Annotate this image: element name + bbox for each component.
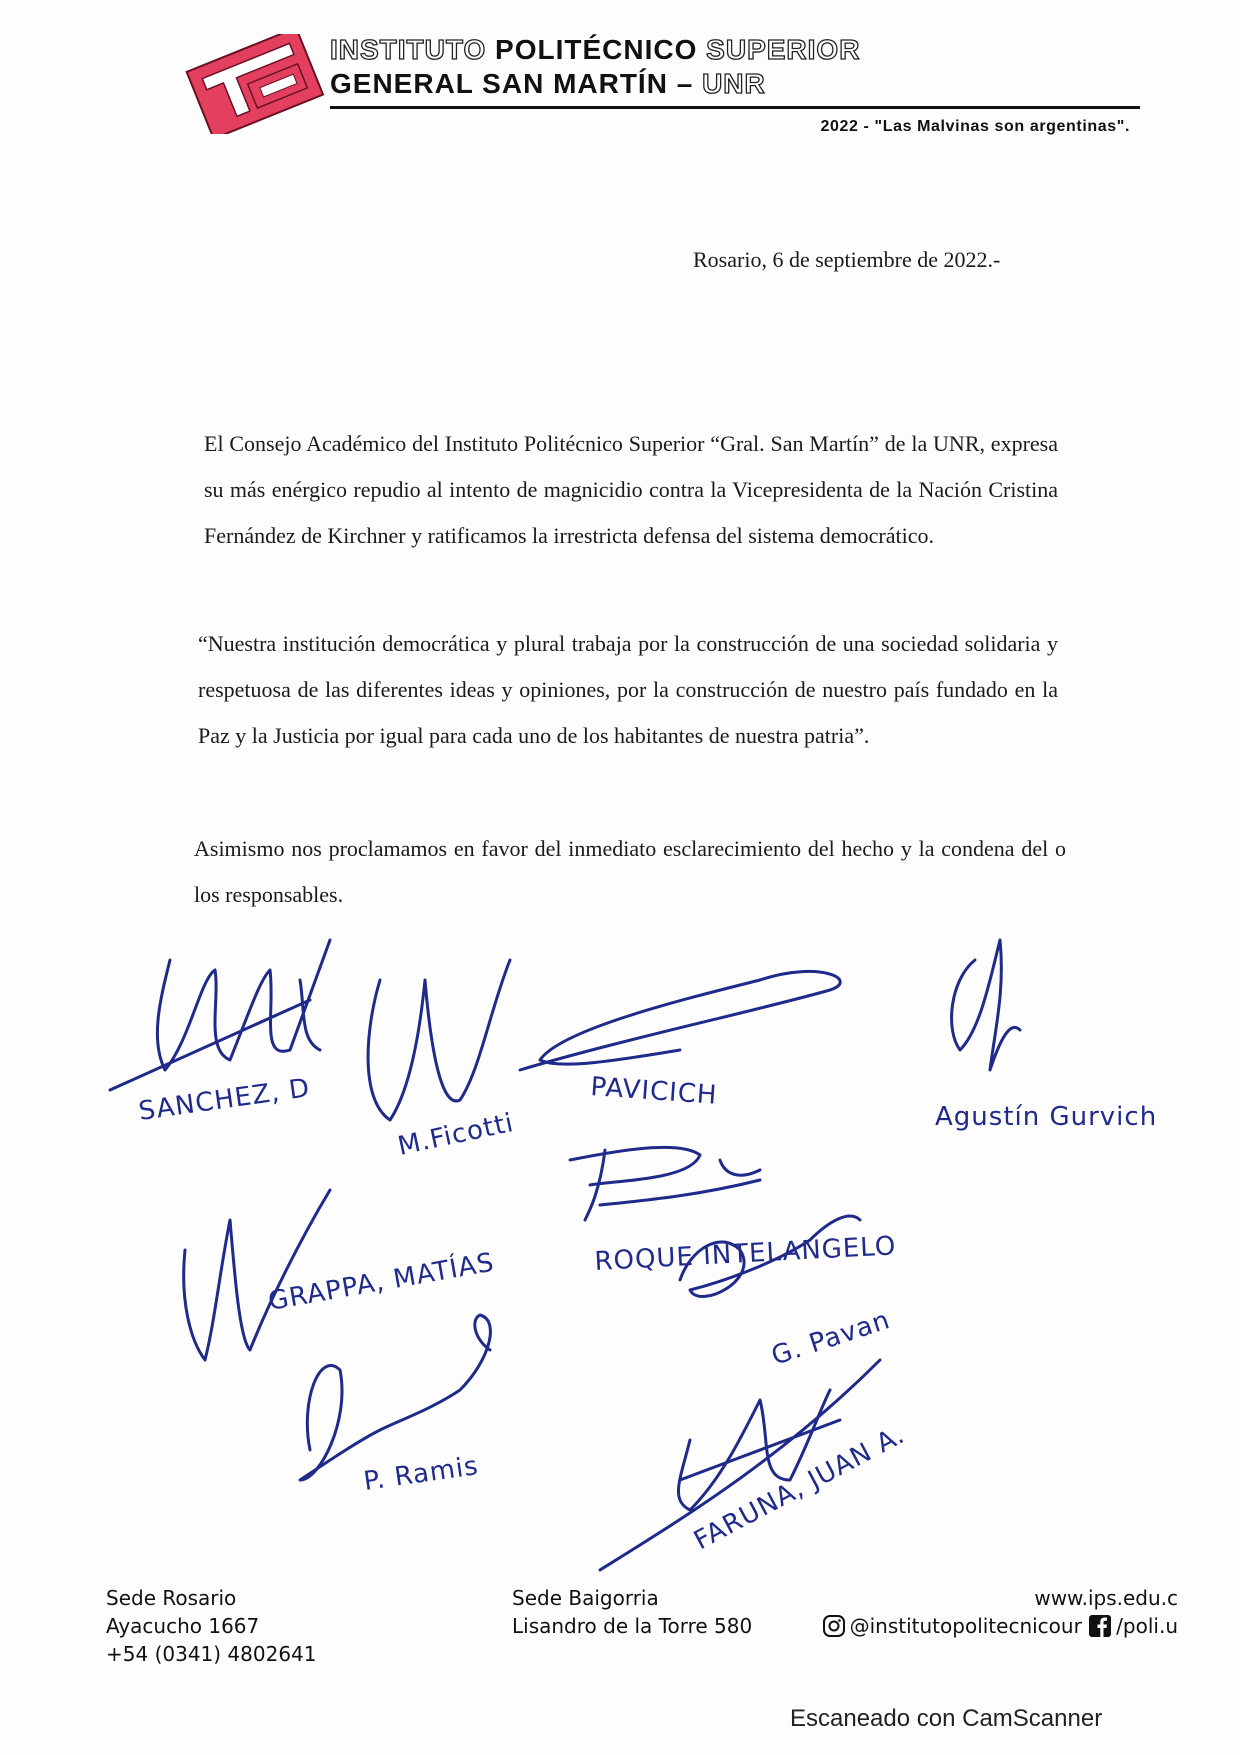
header-divider — [330, 106, 1140, 109]
footer-sede-rosario — [106, 1584, 317, 1668]
institute-word-politecnico: POLITÉCNICO — [495, 34, 698, 65]
instagram-icon — [822, 1614, 846, 1638]
signature-sanchez: SANCHEZ, D — [136, 1073, 313, 1127]
signature-scribble-sanchez — [110, 940, 330, 1090]
signature-scribble-grappa — [184, 1190, 330, 1360]
signature-ficotti: M.Ficotti — [395, 1108, 517, 1162]
signature-scribble-intelangelo — [570, 1147, 760, 1220]
signature-intelangelo: ROQUE INTELANGELO — [593, 1231, 898, 1277]
signature-pavicich: PAVICICH — [589, 1072, 719, 1111]
letter-date: Rosario, 6 de septiembre de 2022.- — [693, 247, 1001, 272]
signature-scribble-pavicich — [520, 971, 840, 1070]
website-link[interactable]: www.ips.edu.c — [1034, 1586, 1178, 1610]
signature-scribble-gurvich — [952, 940, 1020, 1070]
signature-names — [137, 1072, 1157, 1556]
facebook-handle: /poli.u — [1116, 1614, 1178, 1638]
instagram-handle: @institutopolitecnicour — [849, 1614, 1082, 1638]
signature-faruna: FARUNA, JUAN A. — [689, 1419, 910, 1557]
institute-name-line1 — [330, 34, 860, 66]
paragraph-esclarecimiento: Asimismo nos proclamamos en favor del inmediato esclarecimiento del hecho y la condena del o los responsables. — [194, 836, 1066, 907]
signature-grappa: GRAPPA, MATÍAS — [266, 1247, 497, 1317]
paragraph-quote: “Nuestra institución democrática y plural trabaja por la construcción de una sociedad solidaria y respetuosa de las diferentes ideas y opiniones, por la construcción de nuestro país fundado en la Paz y la Justicia por igual para cada uno de los habitantes de nuestra patria”. — [198, 631, 1058, 748]
institute-general-san-martin: GENERAL SAN MARTÍN – — [330, 68, 694, 99]
institute-word-superior: SUPERIOR — [706, 34, 861, 65]
signatures-area — [0, 920, 1240, 1600]
institute-logo — [178, 34, 328, 134]
signature-scribble-ficotti — [368, 960, 510, 1120]
camscanner-watermark: Escaneado con CamScanner — [790, 1705, 1103, 1732]
institute-unr: UNR — [702, 68, 766, 99]
footer-contact — [822, 1584, 1178, 1645]
institute-word-instituto: INSTITUTO — [330, 34, 487, 65]
sede-rosario-title: Sede Rosario — [106, 1586, 237, 1610]
footer-sede-baigorria — [512, 1584, 752, 1640]
signature-ramis: P. Ramis — [361, 1451, 481, 1497]
sede-rosario-phone: +54 (0341) 4802641 — [106, 1642, 317, 1666]
header-slogan: 2022 - "Las Malvinas son argentinas". — [820, 118, 1130, 135]
sede-rosario-address: Ayacucho 1667 — [106, 1614, 260, 1638]
instagram-link[interactable] — [822, 1612, 1082, 1640]
facebook-icon — [1088, 1614, 1112, 1638]
paragraph-repudio: El Consejo Académico del Instituto Politécnico Superior “Gral. San Martín” de la UNR, expresa su más enérgico repudio al intento de magnicidio contra la Vicepresidenta de la Nación Cristina Fernández de Kirchner y ratificamos la irrestricta defensa del sistema democrático. — [204, 431, 1058, 548]
institute-name-line2 — [330, 68, 766, 100]
sede-baigorria-title: Sede Baigorria — [512, 1586, 659, 1610]
facebook-link[interactable] — [1088, 1612, 1178, 1640]
signature-pavan: G. Pavan — [767, 1305, 895, 1372]
sede-baigorria-address: Lisandro de la Torre 580 — [512, 1614, 753, 1638]
signature-gurvich: Agustín Gurvich — [935, 1102, 1158, 1132]
